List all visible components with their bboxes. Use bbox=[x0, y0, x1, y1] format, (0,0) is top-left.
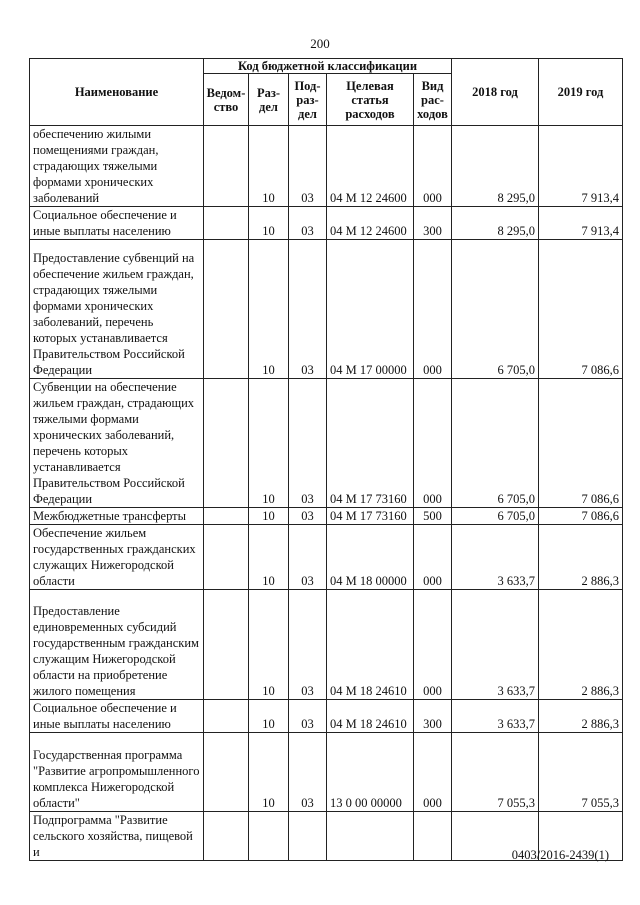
table-row bbox=[30, 525, 623, 590]
row-2018: 6 705,0 bbox=[452, 508, 539, 525]
row-csr: 13 0 00 00000 bbox=[327, 733, 414, 812]
table-row bbox=[30, 240, 623, 379]
row-podrazdel: 03 bbox=[289, 525, 327, 590]
row-2018: 7 055,3 bbox=[452, 733, 539, 812]
row-podrazdel: 03 bbox=[289, 508, 327, 525]
row-vr: 300 bbox=[414, 207, 452, 240]
row-vedomstvo bbox=[204, 700, 249, 733]
row-razdel: 10 bbox=[249, 379, 289, 508]
row-vr: 300 bbox=[414, 700, 452, 733]
row-razdel: 10 bbox=[249, 590, 289, 700]
row-csr: 04 М 17 73160 bbox=[327, 379, 414, 508]
row-2019: 7 086,6 bbox=[539, 379, 623, 508]
row-csr: 04 М 17 73160 bbox=[327, 508, 414, 525]
row-2019: 7 055,3 bbox=[539, 733, 623, 812]
header-csr: Целевая статья расходов bbox=[327, 74, 414, 126]
row-vedomstvo bbox=[204, 733, 249, 812]
table-row bbox=[30, 508, 623, 525]
header-2018: 2018 год bbox=[452, 59, 539, 126]
row-razdel: 10 bbox=[249, 733, 289, 812]
row-vedomstvo bbox=[204, 525, 249, 590]
row-csr: 04 М 18 24610 bbox=[327, 700, 414, 733]
row-2018: 8 295,0 bbox=[452, 207, 539, 240]
header-name: Наименование bbox=[30, 59, 204, 126]
row-vedomstvo bbox=[204, 126, 249, 207]
row-vr: 000 bbox=[414, 240, 452, 379]
row-vedomstvo bbox=[204, 379, 249, 508]
row-2018: 3 633,7 bbox=[452, 525, 539, 590]
row-name: Субвенции на обеспечение жильем граждан, страдающих тяжелыми формами хронических заболеваний, перечень которых устанавливается Правительством Российской Федерации bbox=[30, 379, 204, 508]
header-code-group: Код бюджетной классификации bbox=[204, 59, 452, 74]
row-csr bbox=[327, 812, 414, 861]
row-2019: 2 886,3 bbox=[539, 525, 623, 590]
row-vr: 000 bbox=[414, 590, 452, 700]
row-csr: 04 М 17 00000 bbox=[327, 240, 414, 379]
header-2019: 2019 год bbox=[539, 59, 623, 126]
row-2019: 7 086,6 bbox=[539, 240, 623, 379]
row-name: Социальное обеспечение и иные выплаты населению bbox=[30, 207, 204, 240]
row-vedomstvo bbox=[204, 590, 249, 700]
table-row bbox=[30, 126, 623, 207]
table-row bbox=[30, 700, 623, 733]
row-2019: 7 913,4 bbox=[539, 126, 623, 207]
row-vr: 000 bbox=[414, 525, 452, 590]
row-podrazdel: 03 bbox=[289, 207, 327, 240]
row-razdel: 10 bbox=[249, 508, 289, 525]
table-row bbox=[30, 207, 623, 240]
row-vr: 000 bbox=[414, 379, 452, 508]
row-vr: 500 bbox=[414, 508, 452, 525]
budget-table bbox=[29, 58, 623, 861]
row-podrazdel: 03 bbox=[289, 379, 327, 508]
row-vr: 000 bbox=[414, 733, 452, 812]
row-2019: 2 886,3 bbox=[539, 590, 623, 700]
row-name: Обеспечение жильем государственных гражданских служащих Нижегородской области bbox=[30, 525, 204, 590]
row-name: Предоставление единовременных субсидий государственным гражданским служащим Нижегородской области на приобретение жилого помещения bbox=[30, 590, 204, 700]
row-vedomstvo bbox=[204, 508, 249, 525]
row-name: Межбюджетные трансферты bbox=[30, 508, 204, 525]
row-name: Социальное обеспечение и иные выплаты населению bbox=[30, 700, 204, 733]
header-podrazdel: Под-раз-дел bbox=[289, 74, 327, 126]
page-number: 200 bbox=[310, 36, 330, 51]
row-2018: 6 705,0 bbox=[452, 379, 539, 508]
table-row bbox=[30, 733, 623, 812]
row-razdel: 10 bbox=[249, 126, 289, 207]
row-csr: 04 М 12 24600 bbox=[327, 126, 414, 207]
row-2018: 6 705,0 bbox=[452, 240, 539, 379]
row-vedomstvo bbox=[204, 812, 249, 861]
header-razdel: Раз-дел bbox=[249, 74, 289, 126]
header-vr: Вид рас-ходов bbox=[414, 74, 452, 126]
row-name: обеспечению жилыми помещениями граждан, страдающих тяжелыми формами хронических заболеваний bbox=[30, 126, 204, 207]
row-vedomstvo bbox=[204, 240, 249, 379]
row-vr: 000 bbox=[414, 126, 452, 207]
row-2018: 8 295,0 bbox=[452, 126, 539, 207]
table-row bbox=[30, 590, 623, 700]
row-razdel bbox=[249, 812, 289, 861]
row-csr: 04 М 18 24610 bbox=[327, 590, 414, 700]
row-2018: 3 633,7 bbox=[452, 590, 539, 700]
row-2019: 2 886,3 bbox=[539, 700, 623, 733]
row-name: Подпрограмма "Развитие сельского хозяйства, пищевой и bbox=[30, 812, 204, 861]
row-podrazdel: 03 bbox=[289, 733, 327, 812]
row-razdel: 10 bbox=[249, 207, 289, 240]
row-podrazdel: 03 bbox=[289, 240, 327, 379]
row-podrazdel: 03 bbox=[289, 590, 327, 700]
row-vedomstvo bbox=[204, 207, 249, 240]
row-2018: 3 633,7 bbox=[452, 700, 539, 733]
row-razdel: 10 bbox=[249, 700, 289, 733]
row-name: Государственная программа "Развитие агропромышленного комплекса Нижегородской области" bbox=[30, 733, 204, 812]
row-csr: 04 М 12 24600 bbox=[327, 207, 414, 240]
row-vr bbox=[414, 812, 452, 861]
row-razdel: 10 bbox=[249, 240, 289, 379]
row-name: Предоставление субвенций на обеспечение жильем граждан, страдающих тяжелыми формами хронических заболеваний, перечень которых устанавливается Правительством Российской Федерации bbox=[30, 240, 204, 379]
row-podrazdel: 03 bbox=[289, 126, 327, 207]
row-podrazdel: 03 bbox=[289, 700, 327, 733]
header-vedomstvo: Ведом-ство bbox=[204, 74, 249, 126]
table-row bbox=[30, 379, 623, 508]
row-2019: 7 913,4 bbox=[539, 207, 623, 240]
row-2019: 7 086,6 bbox=[539, 508, 623, 525]
row-podrazdel bbox=[289, 812, 327, 861]
row-csr: 04 М 18 00000 bbox=[327, 525, 414, 590]
document-code: 0403/2016-2439(1) bbox=[511, 848, 609, 862]
row-razdel: 10 bbox=[249, 525, 289, 590]
